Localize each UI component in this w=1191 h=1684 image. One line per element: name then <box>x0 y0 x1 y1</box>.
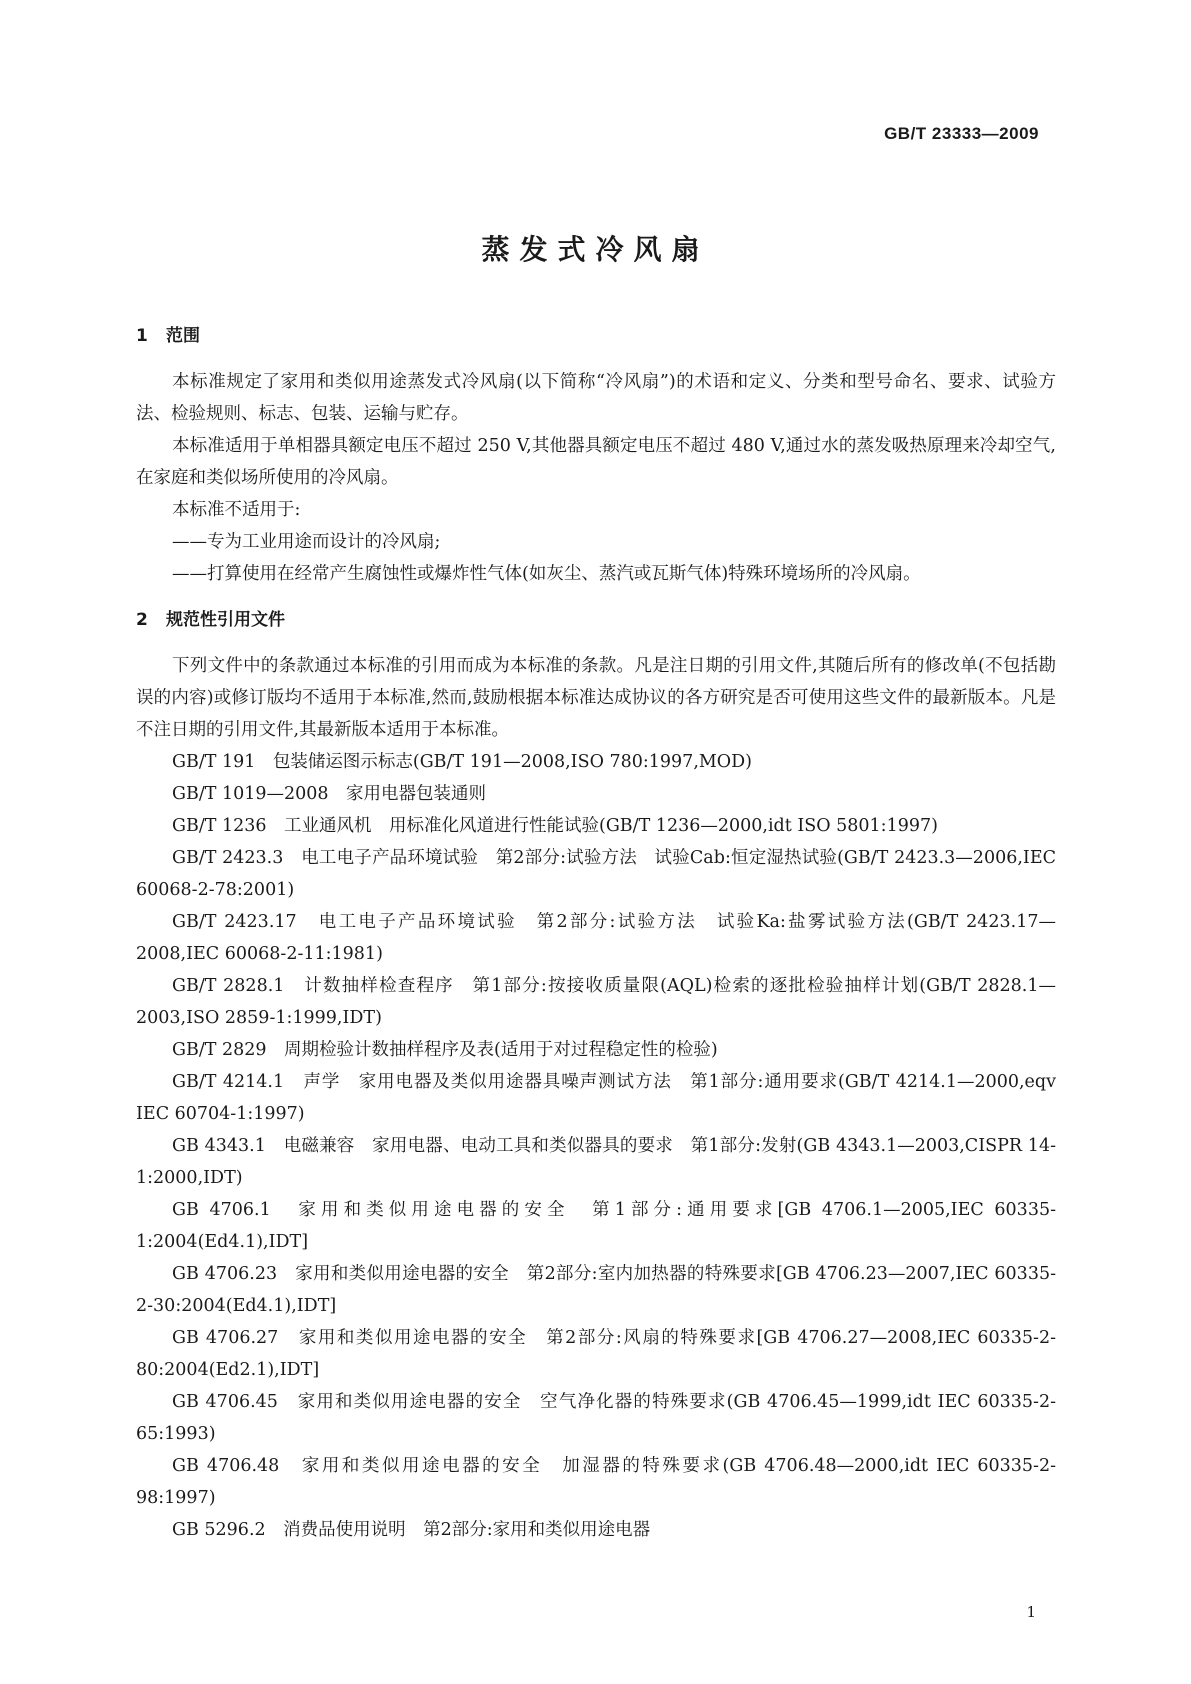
reference-item: GB/T 2828.1 计数抽样检查程序 第1部分:按接收质量限(AQL)检索的逐批检验抽样计划(GB/T 2828.1—2003,ISO 2859-1:1999,IDT) <box>136 976 1056 1028</box>
reference-item: GB/T 4214.1 声学 家用电器及类似用途器具噪声测试方法 第1部分:通用要求(GB/T 4214.1—2000,eqv IEC 60704-1:1997) <box>136 1072 1056 1124</box>
document-body <box>136 320 1056 1546</box>
reference-item: GB 4706.27 家用和类似用途电器的安全 第2部分:风扇的特殊要求[GB 4706.27—2008,IEC 60335-2-80:2004(Ed2.1),IDT] <box>136 1328 1056 1380</box>
scope-paragraph: 本标准适用于单相器具额定电压不超过 250 V,其他器具额定电压不超过 480 V,通过水的蒸发吸热原理来冷却空气,在家庭和类似场所使用的冷风扇。 <box>136 436 1056 488</box>
section-title: 范围 <box>166 326 200 346</box>
scope-paragraph: 本标准规定了家用和类似用途蒸发式冷风扇(以下简称“冷风扇”)的术语和定义、分类和型号命名、要求、试验方法、检验规则、标志、包装、运输与贮存。 <box>136 372 1056 424</box>
exclusion-item: ——专为工业用途而设计的冷风扇; <box>172 532 441 552</box>
reference-item: GB 4706.23 家用和类似用途电器的安全 第2部分:室内加热器的特殊要求[GB 4706.23—2007,IEC 60335-2-30:2004(Ed4.1),IDT] <box>136 1264 1056 1316</box>
section-number: 1 <box>136 326 148 346</box>
reference-item: GB 4706.48 家用和类似用途电器的安全 加湿器的特殊要求(GB 4706.48—2000,idt IEC 60335-2-98:1997) <box>136 1456 1056 1508</box>
reference-item: GB 4706.45 家用和类似用途电器的安全 空气净化器的特殊要求(GB 4706.45—1999,idt IEC 60335-2-65:1993) <box>136 1392 1056 1444</box>
section-title: 规范性引用文件 <box>166 610 285 630</box>
reference-item: GB 4343.1 电磁兼容 家用电器、电动工具和类似器具的要求 第1部分:发射(GB 4343.1—2003,CISPR 14-1:2000,IDT) <box>136 1136 1056 1188</box>
document-title: 蒸发式冷风扇 <box>481 233 710 266</box>
reference-item: GB/T 191 包装储运图示标志(GB/T 191—2008,ISO 780:1997,MOD) <box>172 752 753 772</box>
reference-item: GB/T 2423.3 电工电子产品环境试验 第2部分:试验方法 试验Cab:恒定湿热试验(GB/T 2423.3—2006,IEC 60068-2-78:2001) <box>136 848 1056 900</box>
reference-item: GB/T 1019—2008 家用电器包装通则 <box>172 784 487 804</box>
section-1-heading <box>136 320 1056 352</box>
page-number: 1 <box>1026 1603 1036 1621</box>
scope-paragraph: 本标准不适用于: <box>172 500 301 520</box>
section-number: 2 <box>136 610 148 630</box>
exclusion-item: ——打算使用在经常产生腐蚀性或爆炸性气体(如灰尘、蒸汽或瓦斯气体)特殊环境场所的冷风扇。 <box>172 564 921 584</box>
reference-item: GB/T 2423.17 电工电子产品环境试验 第2部分:试验方法 试验Ka:盐雾试验方法(GB/T 2423.17—2008,IEC 60068-2-11:1981) <box>136 912 1056 964</box>
reference-item: GB 5296.2 消费品使用说明 第2部分:家用和类似用途电器 <box>172 1520 651 1540</box>
standard-code: GB/T 23333—2009 <box>884 124 1039 143</box>
section-2-heading <box>136 604 1056 636</box>
reference-item: GB/T 2829 周期检验计数抽样程序及表(适用于对过程稳定性的检验) <box>172 1040 718 1060</box>
reference-item: GB 4706.1 家用和类似用途电器的安全 第1部分:通用要求[GB 4706.1—2005,IEC 60335-1:2004(Ed4.1),IDT] <box>136 1200 1056 1252</box>
references-intro: 下列文件中的条款通过本标准的引用而成为本标准的条款。凡是注日期的引用文件,其随后所有的修改单(不包括勘误的内容)或修订版均不适用于本标准,然而,鼓励根据本标准达成协议的各方研究是否可使用这些文件的最新版本。凡是不注日期的引用文件,其最新版本适用于本标准。 <box>136 656 1056 740</box>
reference-item: GB/T 1236 工业通风机 用标准化风道进行性能试验(GB/T 1236—2000,idt ISO 5801:1997) <box>172 816 938 836</box>
